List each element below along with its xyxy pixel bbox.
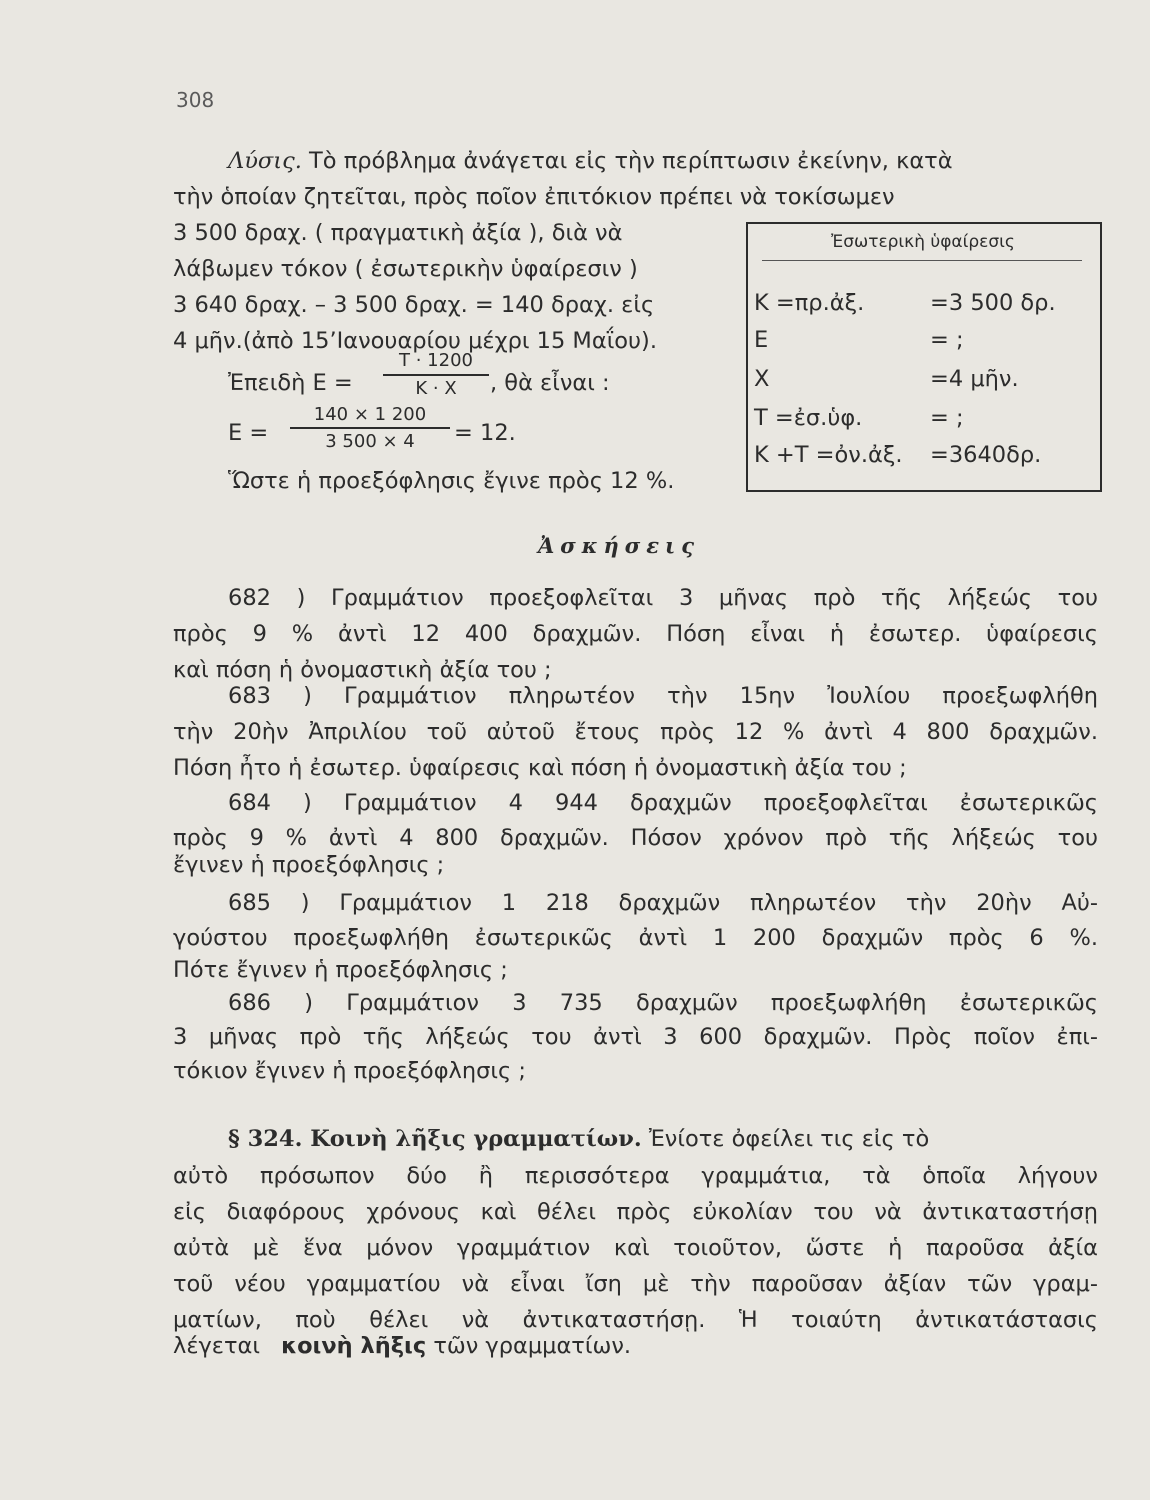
section-324-line-4: αὐτὰ μὲ ἕνα μόνον γραμμάτιον καὶ τοιοῦτον, ὥστε ἡ παροῦσα ἀξία — [173, 1235, 1098, 1261]
exercise-682-line-1: 682 ) Γραμμάτιον προεξοφλεῖται 3 μῆνας πρὸ τῆς λήξεώς του — [228, 585, 1098, 611]
solution-line-4: λάβωμεν τόκον ( ἐσωτερικὴν ὑφαίρεσιν ) — [173, 256, 638, 282]
section-324-line-1 — [228, 1128, 929, 1151]
section-324-last-suffix: τῶν γραμματίων. — [433, 1333, 632, 1359]
section-324-line-2: αὐτὸ πρόσωπον δύο ἢ περισσότερα γραμμάτια, τὰ ὁποῖα λήγουν — [173, 1163, 1098, 1189]
box-row-3-value: =4 μῆν. — [930, 366, 1019, 392]
formula-1-fraction-bar — [383, 374, 489, 376]
exercise-686-line-2: 3 μῆνας πρὸ τῆς λήξεώς του ἀντὶ 3 600 δραχμῶν. Πρὸς ποῖον ἐπι- — [173, 1024, 1098, 1050]
solution-conclusion: Ὥστε ἡ προεξόφλησις ἔγινε πρὸς 12 %. — [228, 468, 675, 494]
exercise-683-line-3: Πόση ἦτο ἡ ἐσωτερ. ὑφαίρεσις καὶ πόση ἡ ὀνομαστικὴ ἀξία του ; — [173, 755, 907, 781]
box-row-4-label: T =ἐσ.ὑφ. — [754, 405, 863, 431]
formula-1-prefix: Ἐπειδὴ E = — [228, 370, 353, 396]
solution-line-2: τὴν ὁποίαν ζητεῖται, πρὸς ποῖον ἐπιτόκιον πρέπει νὰ τοκίσωμεν — [173, 184, 895, 210]
box-row-3-label: X — [754, 366, 770, 392]
solution-label: Λύσις. — [228, 148, 302, 174]
formula-1-numerator: T · 1200 — [399, 350, 473, 371]
exercise-685-line-1: 685 ) Γραμμάτιον 1 218 δραχμῶν πληρωτέον τὴν 20ὴν Αὐ- — [228, 890, 1098, 916]
solution-line-1 — [228, 150, 953, 173]
solution-line-5: 3 640 δραχ. – 3 500 δραχ. = 140 δραχ. εἰς — [173, 292, 655, 318]
exercise-686-line-1: 686 ) Γραμμάτιον 3 735 δραχμῶν προεξωφλήθη ἐσωτερικῶς — [228, 990, 1098, 1016]
formula-1-denominator: K · X — [415, 378, 457, 399]
exercise-682-line-2: πρὸς 9 % ἀντὶ 12 400 δραχμῶν. Πόση εἶναι ἡ ἐσωτερ. ὑφαίρεσις — [173, 621, 1098, 647]
section-324-term: κοινὴ λῆξις — [281, 1333, 427, 1359]
box-row-2-value: = ; — [930, 327, 964, 353]
box-top-border — [746, 222, 1100, 224]
exercise-683-line-2: τὴν 20ὴν Ἀπριλίου τοῦ αὐτοῦ ἔτους πρὸς 12 % ἀντὶ 4 800 δραχμῶν. — [173, 719, 1098, 745]
exercise-684-line-3: ἔγινεν ἡ προεξόφλησις ; — [173, 852, 445, 878]
box-row-5-value: =3640δρ. — [930, 442, 1042, 468]
formula-2-fraction-bar — [290, 427, 450, 429]
box-row-4-value: = ; — [930, 405, 964, 431]
exercise-684-line-2: πρὸς 9 % ἀντὶ 4 800 δραχμῶν. Πόσον χρόνον πρὸ τῆς λήξεώς του — [173, 825, 1098, 851]
formula-2-numerator: 140 × 1 200 — [313, 404, 427, 425]
section-324-line-1-text: Ἐνίοτε ὀφείλει τις εἰς τὸ — [648, 1126, 930, 1152]
box-row-1-value: =3 500 δρ. — [930, 290, 1056, 316]
box-row-1-label: K =πρ.ἀξ. — [754, 290, 865, 316]
section-324-line-3: εἰς διαφόρους χρόνους καὶ θέλει πρὸς εὐκολίαν του νὰ ἀντικαταστήσῃ — [173, 1199, 1098, 1225]
exercise-682-line-3: καὶ πόση ἡ ὀνομαστικὴ ἀξία του ; — [173, 657, 552, 683]
section-324-line-5: τοῦ νέου γραμματίου νὰ εἶναι ἴση μὲ τὴν παροῦσαν ἀξίαν τῶν γραμ- — [173, 1271, 1098, 1297]
exercises-heading: Ἀσκήσεις — [538, 533, 700, 558]
section-324-line-7 — [173, 1335, 631, 1358]
formula-1-suffix: , θὰ εἶναι : — [490, 370, 610, 396]
box-title: Ἐσωτερικὴ ὑφαίρεσις — [831, 232, 1015, 252]
exercise-686-line-3: τόκιον ἔγινεν ἡ προεξόφλησις ; — [173, 1058, 526, 1084]
section-324-line-6: ματίων, ποὺ θέλει νὰ ἀντικαταστήσῃ. Ἡ τοιαύτη ἀντικατάστασις — [173, 1307, 1098, 1333]
solution-line-6: 4 μῆν.(ἀπὸ 15’Ιανουαρίου μέχρι 15 Μαΐου). — [173, 328, 657, 354]
box-title-rule — [762, 260, 1082, 261]
box-row-2-label: E — [754, 327, 769, 353]
solution-line-3: 3 500 δραχ. ( πραγματικὴ ἀξία ), διὰ νὰ — [173, 220, 623, 246]
formula-2-result: = 12. — [454, 420, 516, 446]
exercise-685-line-2: γούστου προεξωφλήθη ἐσωτερικῶς ἀντὶ 1 200 δραχμῶν πρὸς 6 %. — [173, 925, 1098, 951]
box-row-5-label: K +T =ὀν.ἀξ. — [754, 442, 903, 468]
exercise-684-line-1: 684 ) Γραμμάτιον 4 944 δραχμῶν προεξοφλεῖται ἐσωτερικῶς — [228, 790, 1098, 816]
exercise-683-line-1: 683 ) Γραμμάτιον πληρωτέον τὴν 15ην Ἰουλίου προεξωφλήθη — [228, 683, 1098, 709]
formula-2-prefix: E = — [228, 420, 269, 446]
page-number: 308 — [176, 88, 215, 112]
section-324-last-prefix: λέγεται — [173, 1333, 260, 1359]
exercise-685-line-3: Πότε ἔγινεν ἡ προεξόφλησις ; — [173, 957, 508, 983]
section-324-heading: § 324. Κοινὴ λῆξις γραμματίων. — [228, 1126, 642, 1152]
solution-line-1-text: Τὸ πρόβλημα ἀνάγεται εἰς τὴν περίπτωσιν ἐκείνην, κατὰ — [309, 148, 953, 174]
formula-2-denominator: 3 500 × 4 — [325, 431, 415, 452]
